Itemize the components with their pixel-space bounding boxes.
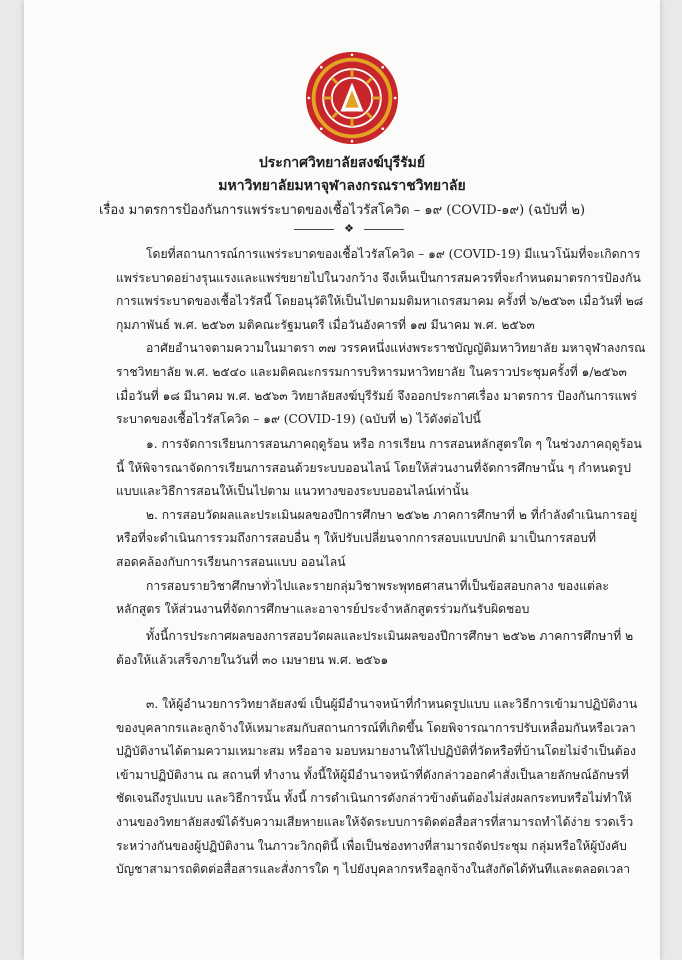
measure-3-section: [116, 693, 646, 882]
measure-3: ๓. ให้ผู้อำนวยการวิทยาลัยสงฆ์ เป็นผู้มีอำนาจหน้าที่กำหนดรูปแบบ และวิธีการเข้ามาปฏิบัติงานของบุคลากรและลูกจ้างให้เหมาะสมกับสถานการณ์ที่เกิดขึ้น โดยพิจารณาการปรับเหลื่อมกันหรือเวลาปฏิบัติงานได้ตามความเหมาะสม หรืออาจ มอบหมายงานให้ไปปฏิบัติที่วัดหรือที่บ้านโดยไม่จำเป็นต้องเข้ามาปฏิบัติงาน ณ สถานที่ ทำงาน ทั้งนี้ให้ผู้มีอำนาจหน้าที่ดังกล่าวออกคำสั่งเป็นลายลักษณ์อักษรที่ชัดเจนถึงรูปแบบ และวิธีการนั้น ทั้งนี้ การดำเนินการดังกล่าวข้างต้นต้องไม่ส่งผลกระทบหรือไม่ทำให้งานของวิทยาลัยสงฆ์ได้รับความเสียหายและให้จัดระบบการติดต่อสื่อสารที่สามารถทำได้ง่าย รวดเร็ว ระหว่างกันของผู้ปฏิบัติงาน ในภาวะวิกฤตินี้ เพื่อเป็นช่องทางที่สามารถจัดประชุม กลุ่มหรือให้ผู้บังคับบัญชาสามารถติดต่อสื่อสารและสั่งการใด ๆ ไปยังบุคลากรหรือลูกจ้างในสังกัดได้ทันทีและตลอดเวลา: [116, 697, 638, 877]
paragraph-situation: โดยที่สถานการณ์การแพร่ระบาดของเชื้อไวรัสโควิด – ๑๙ (COVID-19) มีแนวโน้มที่จะเกิดการแพร่ระบาดอย่างรุนแรงและแพร่ขยายไปในวงกว้าง จึงเห็นเป็นการสมควรที่จะกำหนดมาตรการป้องกันการแพร่ระบาดของเชื้อไวรัสนี้ โดยอนุวัติให้เป็นไปตามมติมหาเถรสมาคม ครั้งที่ ๖/๒๕๖๓ เมื่อวันที่ ๒๘ กุมภาพันธ์ พ.ศ. ๒๕๖๓ มติคณะรัฐมนตรี เมื่อวันอังคารที่ ๑๗ มีนาคม พ.ศ. ๒๕๖๓: [116, 247, 644, 332]
university-seal-icon: [304, 50, 400, 146]
measure-1: ๑. การจัดการเรียนการสอนภาคฤดูร้อน หรือ การเรียน การสอนหลักสูตรใด ๆ ในช่วงภาคฤดูร้อนนี้ ให้พิจารณาจัดการเรียนการสอนด้วยระบบออนไลน์ โดยให้ส่วนงานที่จัดการศึกษานั้น ๆ กำหนดรูปแบบและวิธีการสอนให้เป็นไปตาม แนวทางของระบบออนไลน์เท่านั้น: [116, 437, 642, 499]
results-paragraph-section: [116, 625, 646, 672]
university-name: มหาวิทยาลัยมหาจุฬาลงกรณราชวิทยาลัย: [218, 178, 466, 194]
measure-2-exams: การสอบรายวิชาศึกษาทั่วไปและรายกลุ่มวิชาพระพุทธศาสนาที่เป็นข้อสอบกลาง ของแต่ละหลักสูตร ให้ส่วนงานที่จัดการศึกษาและอาจารย์ประจำหลักสูตรร่วมกันรับผิดชอบ: [116, 578, 609, 617]
document-page: [24, 0, 660, 960]
paragraph-authority: อาศัยอำนาจตามความในมาตรา ๓๗ วรรคหนึ่งแห่งพระราชบัญญัติมหาวิทยาลัย มหาจุฬาลงกรณราชวิทยาลัย พ.ศ. ๒๕๔๐ และมติคณะกรรมการบริหารมหาวิทยาลัย ในคราวประชุมครั้งที่ ๑/๒๕๖๓ เมื่อวันที่ ๑๘ มีนาคม พ.ศ. ๒๕๖๓ วิทยาลัยสงฆ์บุรีรัมย์ จึงออกประกาศเรื่อง มาตรการ ป้องกันการแพร่ระบาดของเชื้อไวรัสโควิด – ๑๙ (COVID-19) (ฉบับที่ ๒) ไว้ดังต่อไปนี้: [116, 341, 646, 427]
results-deadline: ทั้งนี้การประกาศผลของการสอบวัดผลและประเมินผลของปีการศึกษา ๒๕๖๒ ภาคการศึกษาที่ ๒ ต้องให้แล้วเสร็จภายในวันที่ ๓๐ เมษายน พ.ศ. ๒๕๖๑: [116, 629, 634, 667]
measure-2: ๒. การสอบวัดผลและประเมินผลของปีการศึกษา ๒๕๖๒ ภาคการศึกษาที่ ๒ ที่กำลังดำเนินการอยู่ หรือที่จะดำเนินการรวมถึงการสอบอื่น ๆ ให้ปรับเปลี่ยนจากการสอบแบบปกติ มาเป็นการสอบที่สอดคล้องกับการเรียนการสอนแบบ ออนไลน์: [116, 507, 638, 569]
divider-ornament-icon: ❖: [344, 222, 354, 235]
title-divider: [294, 222, 404, 235]
paragraph-preamble: [116, 243, 646, 432]
measures-section: [116, 433, 646, 622]
announcement-subject: เรื่อง มาตรการป้องกันการแพร่ระบาดของเชื้อไวรัสโควิด – ๑๙ (COVID-๑๙) (ฉบับที่ ๒): [98, 203, 586, 218]
announcement-title: ประกาศวิทยาลัยสงฆ์บุรีรัมย์: [258, 155, 426, 171]
